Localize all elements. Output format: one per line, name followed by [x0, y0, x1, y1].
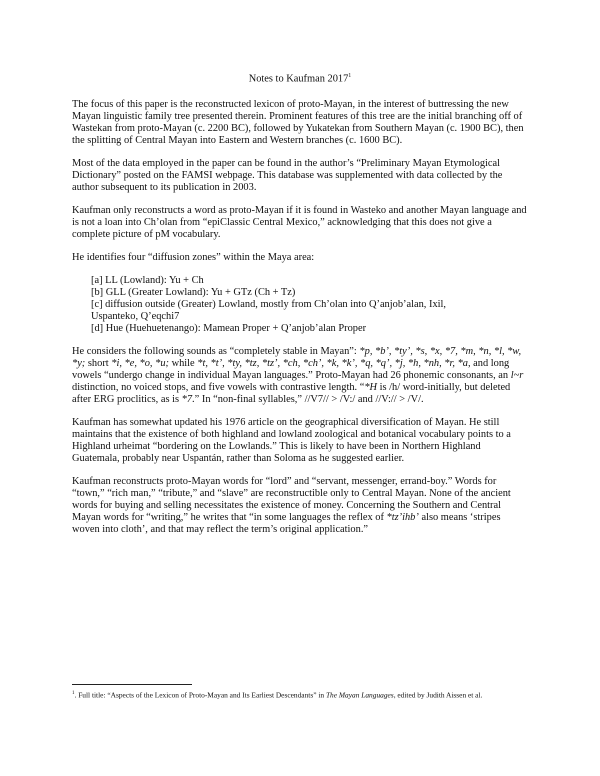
p5-stable-consonants: *p, *b’, *ty’, *s, *x, *7, *m, *n, *l, *w, *y;	[72, 346, 522, 369]
paragraph-5	[72, 346, 530, 406]
p7-text-a: Kaufman reconstructs proto-Mayan words for “lord” and “servant, messenger, errand-boy.” Words for “town,” “rich man,” “tribute,” and “slave” are reconstructible only to Central Mayan. None of the ancient words for buying and selling necessitates the existence of money. Concerning the Southern and Central Mayan words for “writing,” he writes that “in some languages the reflex of	[72, 476, 511, 523]
p5-h-sound: *H	[364, 382, 378, 393]
paragraph-2: Most of the data employed in the paper can be found in the author’s “Preliminary Mayan Etymological Dictionary” posted on the FAMSI webpage. This database was supplemented with data collected by the author subsequent to its publication in 2003.	[72, 158, 503, 193]
p5-text-d: and long vowels “undergo change in individual Mayan languages.” Proto-Mayan had 26 phonemic consonants, an	[72, 358, 511, 381]
p5-text-f: is /h/ word-initially, but deleted after ERG proclitics, as is	[72, 382, 511, 405]
zone-item-c: [c] diffusion outside (Greater) Lowland, mostly from Ch’olan into Q’anjob’alan, Ixil,	[91, 299, 447, 310]
p5-text-c: while	[168, 358, 198, 369]
footnote-book-title: The Mayan Languages	[325, 690, 394, 700]
zone-item-a: [a] LL (Lowland): Yu + Ch	[91, 275, 204, 286]
title-text: Notes to Kaufman 2017	[248, 73, 349, 85]
p5-text-b: short	[85, 358, 112, 369]
p5-short-vowels: *i, *e, *o, *u;	[111, 358, 169, 369]
title-footnote-marker: 1	[348, 73, 352, 79]
p5-text-a: He considers the following sounds as “completely stable in Mayan”:	[72, 346, 360, 357]
footnote-text-b: , edited by Judith Aissen et al.	[393, 690, 483, 700]
footnote	[72, 689, 530, 700]
paragraph-6: Kaufman has somewhat updated his 1976 article on the geographical diversification of Mayan. He still maintains that the existence of both highland and lowland zoological and botanical vocabulary points to a Highland urheimat “bordering on the Lowlands.” This is likely to have been in Northern Highland Guatemala, probably near Uspantán, rather than Soloma as he suggested earlier.	[72, 417, 511, 464]
diffusion-zones-list	[72, 275, 530, 335]
paragraph-4: He identifies four “diffusion zones” within the Maya area:	[72, 252, 315, 263]
p5-text-e: distinction, no voiced stops, and five vowels with contrastive length. “	[72, 382, 365, 393]
p5-glottal-sound: *7	[181, 394, 193, 405]
p7-reconstructed-word: *tz’ihb’	[386, 512, 419, 523]
footnote-divider	[72, 684, 192, 685]
zone-item-d: [d] Hue (Huehuetenango): Mamean Proper + Q’anjob’alan Proper	[91, 323, 367, 334]
paragraph-1: The focus of this paper is the reconstructed lexicon of proto-Mayan, in the interest of buttressing the new Mayan linguistic family tree presented therein. Prominent features of this tree are the initial branching off of Wastekan from proto-Mayan (c. 2200 BC), followed by Yukatekan from Southern Mayan (c. 1900 BC), then the splitting of Central Mayan into Eastern and Western branches (c. 1600 BC).	[72, 99, 524, 146]
zone-item-b: [b] GLL (Greater Lowland): Yu + GTz (Ch + Tz)	[91, 287, 296, 298]
p5-lr-distinction: l~r	[510, 370, 524, 381]
footnote-number: 1	[72, 691, 75, 696]
p7-text-b: also means ‘stripes woven into cloth’, and that may reflect the term’s original application.”	[72, 512, 501, 535]
p5-changing-sounds: *t, *t’, *ty, *tz, *tz’, *ch, *ch’, *k, *k’, *q, *q’, *j, *h, *nh, *r, *a,	[197, 358, 471, 369]
footnote-text-a: . Full title: “Aspects of the Lexicon of Proto-Mayan and Its Earliest Descendants” in	[74, 690, 326, 700]
document-body	[72, 99, 530, 547]
zone-item-c-continued: Uspanteko, Q’eqchi7	[91, 311, 180, 322]
paragraph-7	[72, 476, 530, 536]
page-title	[0, 70, 600, 85]
p5-text-g: .” In “non-final syllables,” //V7// > /V:/ and //V:// > /V/.	[192, 394, 424, 405]
paragraph-3: Kaufman only reconstructs a word as proto-Mayan if it is found in Wasteko and another Mayan language and is not a loan into Ch’olan from “epiClassic Central Mexico,” acknowledging that this does not give a complete picture of pM vocabulary.	[72, 205, 527, 240]
